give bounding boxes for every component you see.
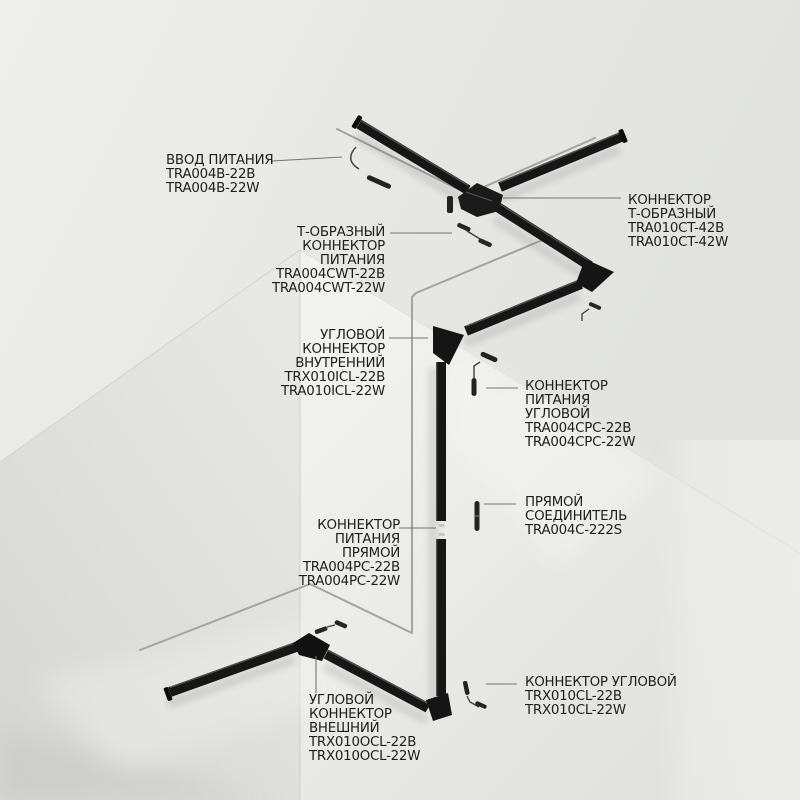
label-line: КОННЕКТОР УГЛОВОЙ bbox=[525, 675, 677, 690]
label-line: TRX010CL-22B bbox=[525, 689, 622, 704]
label-line: КОННЕКТОР bbox=[317, 518, 400, 533]
label-line: ВВОД ПИТАНИЯ bbox=[166, 153, 274, 168]
label-line: TRA004PC-22B bbox=[302, 560, 400, 575]
label-line: ПИТАНИЯ bbox=[525, 393, 591, 408]
label-line: УГЛОВОЙ bbox=[320, 328, 385, 343]
label-line: ПИТАНИЯ bbox=[319, 253, 385, 268]
label-line: TRA004B-22W bbox=[166, 181, 260, 196]
label-t-power-connector bbox=[272, 226, 385, 296]
label-line: КОННЕКТОР bbox=[302, 342, 385, 357]
t-junction-tab bbox=[447, 196, 453, 213]
label-line: TRX010OCL-22B bbox=[309, 735, 417, 750]
label-line: TRX010OCL-22W bbox=[309, 749, 421, 764]
label-line: TRA004B-22B bbox=[166, 167, 256, 182]
label-t-connector bbox=[628, 194, 728, 250]
label-corner-connector bbox=[525, 676, 677, 718]
label-line: TRA004PC-22W bbox=[298, 574, 400, 589]
label-outer-corner-connector bbox=[309, 694, 420, 764]
label-line: ВНЕШНИЙ bbox=[309, 721, 380, 736]
label-line: TRA010CT-42B bbox=[628, 221, 725, 236]
label-line: ВНУТРЕННИЙ bbox=[295, 356, 385, 371]
label-line: TRA004CPC-22W bbox=[525, 435, 636, 450]
label-line: TRA004CWT-22W bbox=[271, 281, 385, 296]
label-line: TRX010CL-22W bbox=[525, 703, 626, 718]
label-line: КОННЕКТОР bbox=[302, 239, 385, 254]
label-line: Т-ОБРАЗНЫЙ bbox=[628, 207, 716, 222]
label-line: ПРЯМОЙ bbox=[525, 495, 584, 510]
label-line: Т-ОБРАЗНЫЙ bbox=[297, 225, 385, 240]
label-line: СОЕДИНИТЕЛЬ bbox=[525, 509, 628, 524]
label-line: TRA010ICL-22W bbox=[280, 384, 385, 399]
label-line: TRA010CT-42W bbox=[628, 235, 729, 250]
label-corner-power-connector bbox=[525, 380, 635, 450]
straight-joiner-icon bbox=[474, 501, 480, 531]
far-right-wall-strip bbox=[655, 440, 800, 800]
label-straight-power-connector bbox=[299, 519, 400, 589]
label-line: TRX010ICL-22B bbox=[284, 370, 385, 385]
label-line: КОННЕКТОР bbox=[628, 193, 711, 208]
label-line: КОННЕКТОР bbox=[309, 707, 392, 722]
label-inner-corner-connector bbox=[281, 329, 385, 399]
label-line: УГЛОВОЙ bbox=[525, 407, 590, 422]
label-power-input bbox=[166, 154, 273, 196]
label-line: TRA004C-222S bbox=[525, 523, 622, 538]
label-line: ПИТАНИЯ bbox=[334, 532, 400, 547]
label-line: TRA004CWT-22B bbox=[275, 267, 385, 282]
label-line: УГЛОВОЙ bbox=[309, 693, 374, 708]
label-line: TRA004CPC-22B bbox=[525, 421, 632, 436]
label-straight-joiner bbox=[525, 496, 627, 538]
label-line: КОННЕКТОР bbox=[525, 379, 608, 394]
label-line: ПРЯМОЙ bbox=[341, 546, 400, 561]
